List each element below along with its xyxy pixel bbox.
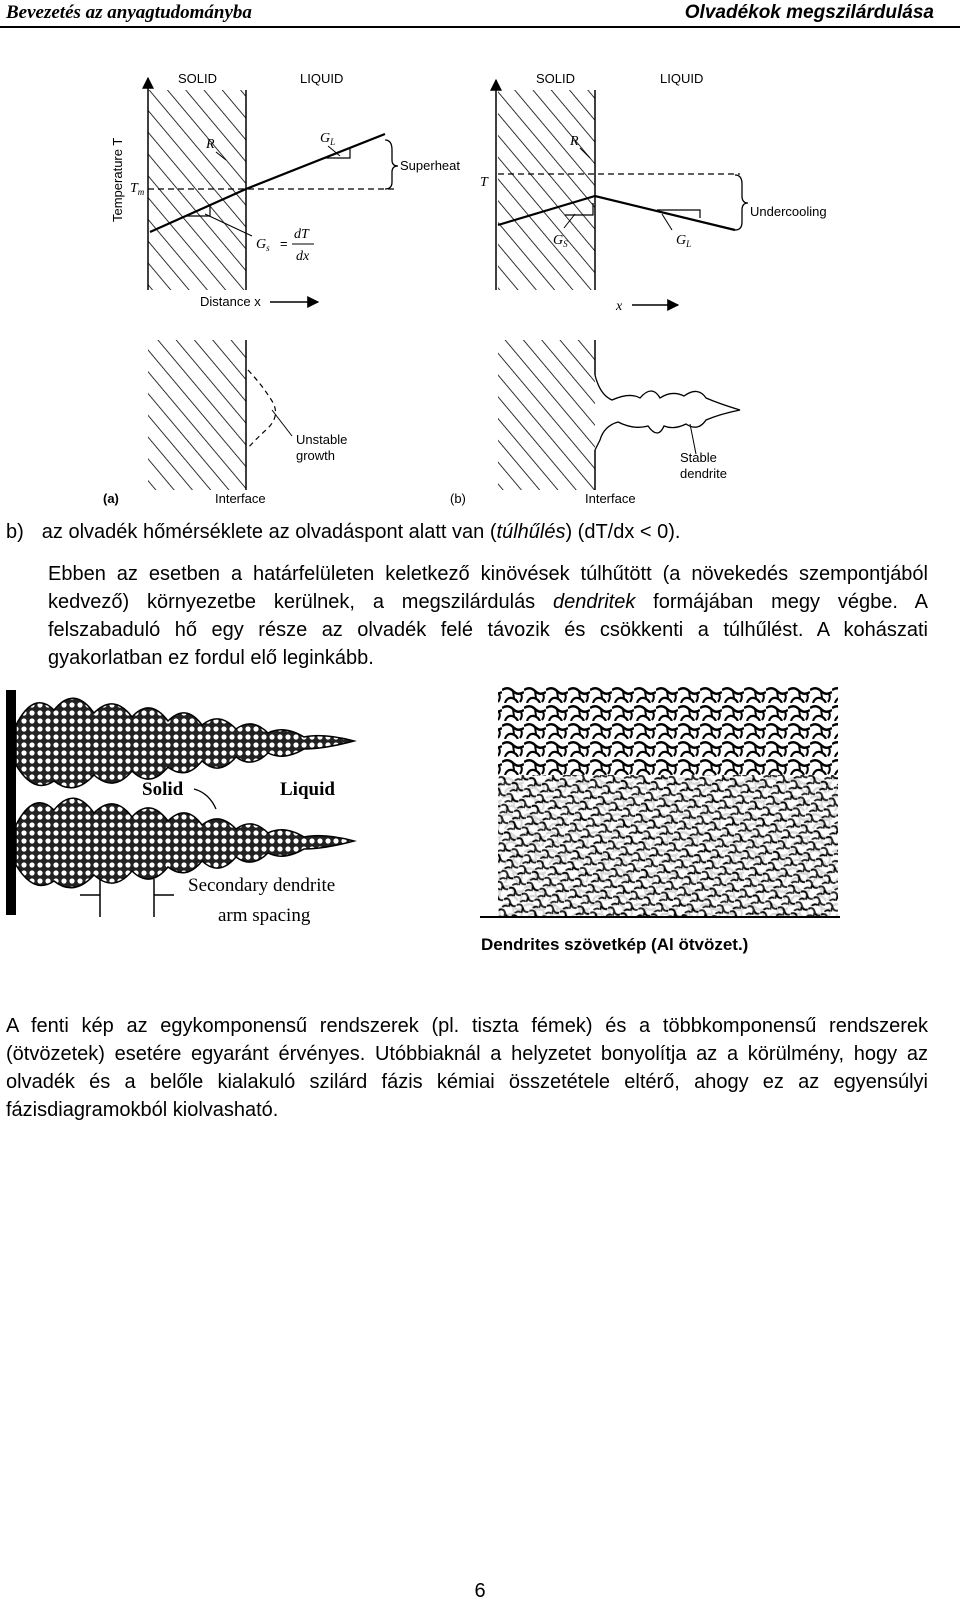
para2-text-post: formájában megy végbe. A felszabaduló hő egy része az olvadék felé távozik és csökkenti a túlhűlést. A kohászati gyakorlatban ez fordul elő leginkább. xyxy=(48,591,928,669)
base-wall xyxy=(6,690,16,915)
para2-italic: dendritek xyxy=(553,591,636,613)
gl-label-b: $G_L$ xyxy=(676,233,692,249)
para2-text-pre: Ebben az esetben a határfelületen keletkező kinövések túlhűtött (a növekedés szempontjából kedvező) környezetbe kerülnek, a megszilárdulás xyxy=(48,563,928,613)
interface-label-b: Interface xyxy=(585,491,636,506)
header-title-left: Bevezetés az anyagtudományba xyxy=(6,2,252,23)
gl-label-a: $G_L$ xyxy=(320,131,336,147)
superheat-label: Superheat xyxy=(400,158,460,173)
spacing-label-1: Secondary dendrite xyxy=(188,875,336,896)
paragraph-summary: A fenti kép az egykomponensű rendszerek (pl. tiszta fémek) és a többkomponensű rendszerek (ötvözetek) esetére egyaránt érvényes. Utóbbiaknál a helyzetet bonyolítja az a körülmény, hogy az olvadék és a belőle kialakuló szilárd fázis kémiai összetétele eltérő, ahogy ez az egyensúlyi fázisdiagramokból kiolvasható. xyxy=(6,1015,928,1121)
solid-region-a-lower xyxy=(148,340,246,490)
paragraph-dendrites xyxy=(48,560,928,672)
r-label-b: R xyxy=(570,134,579,149)
micrograph-caption: Dendrites szövetkép (Al ötvözet.) xyxy=(481,935,749,954)
solid-label-a: SOLID xyxy=(178,71,218,86)
panel-b-label: (b) xyxy=(450,491,466,506)
unstable-label-2: growth xyxy=(296,448,336,463)
solid-region-b-lower xyxy=(498,340,595,490)
gs-label-b: $G_S$ xyxy=(553,233,568,249)
para1-text-post: ) (dT/dx < 0). xyxy=(565,521,681,543)
liquid-label-dendrite: Liquid xyxy=(280,779,335,800)
paragraph-b xyxy=(6,518,926,546)
panel-a-label: (a) xyxy=(103,491,119,506)
x-label-b: x xyxy=(616,299,623,314)
gs-label-a: $G_s$ xyxy=(256,237,270,253)
para1-text-pre: az olvadék hőmérséklete az olvadáspont alatt van ( xyxy=(41,521,497,543)
solid-region-b xyxy=(498,90,595,290)
undercooling-label: Undercooling xyxy=(750,204,827,219)
header-rule xyxy=(0,26,960,28)
solidification-figure xyxy=(95,60,855,515)
r-label-a: R xyxy=(206,137,215,152)
stable-dendrite xyxy=(595,375,740,450)
solid-label-b: SOLID xyxy=(536,71,576,86)
liquid-label-b: LIQUID xyxy=(660,71,704,86)
header-title-right: Olvadékok megszilárdulása xyxy=(684,2,934,23)
dt-label: dT xyxy=(294,227,309,242)
temperature-axis-label: Temperature T xyxy=(110,137,125,222)
t-axis-label-b: T xyxy=(480,175,488,190)
solid-region-a xyxy=(148,90,246,290)
dendrite-arm-upper xyxy=(16,698,354,788)
unstable-growth-bump xyxy=(248,370,276,448)
solid-label-dendrite: Solid xyxy=(142,779,184,800)
spacing-label-2: arm spacing xyxy=(218,905,311,926)
page-number: 6 xyxy=(474,1580,486,1602)
unstable-label-1: Unstable xyxy=(296,432,348,447)
stable-label-1: Stable xyxy=(680,450,717,465)
distance-label: Distance x xyxy=(200,294,261,309)
dx-label: dx xyxy=(296,249,310,264)
tm-label: $T_m$ xyxy=(130,181,145,197)
list-marker-b: b) xyxy=(6,521,24,543)
interface-label-a: Interface xyxy=(215,491,266,506)
stable-label-2: dendrite xyxy=(680,466,727,481)
para1-italic: túlhűlés xyxy=(496,521,566,543)
liquid-label-a: LIQUID xyxy=(300,71,344,86)
dendrite-sketch xyxy=(4,685,384,935)
dendrite-micrograph xyxy=(480,685,840,920)
gs-eq: = xyxy=(280,236,288,251)
